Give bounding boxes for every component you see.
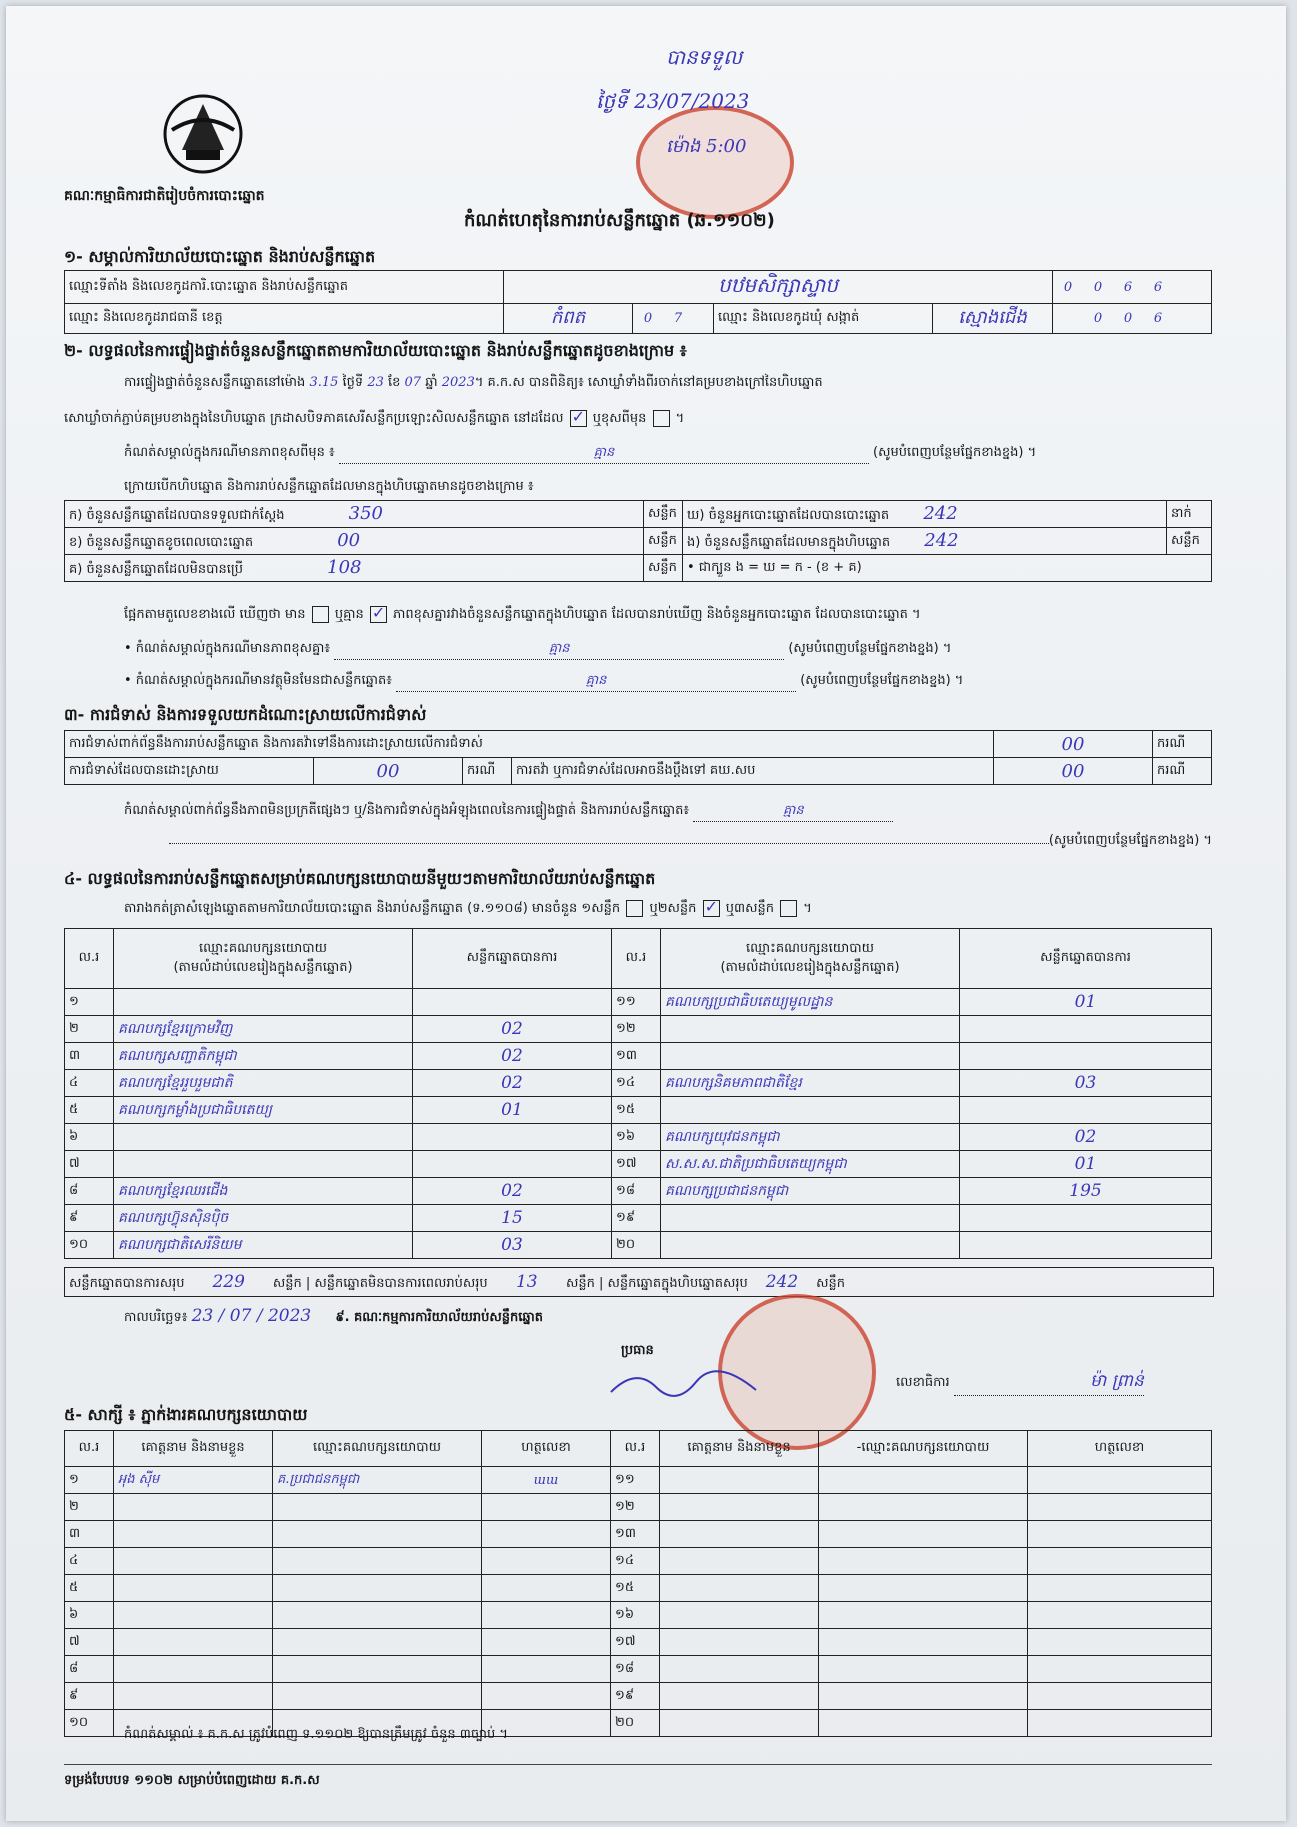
commune-code: 0 0 6 [1053,304,1212,334]
votes-table: ល.រ ឈ្មោះគណបក្សនយោបាយ (តាមលំដាប់លេខរៀងក្នុងសន្លឹកឆ្នោត) សន្លឹកឆ្នោតបានការ ល.រ ឈ្មោះគណបក្សនយោបាយ (តាមលំដាប់លេខរៀងក្នុងសន្លឹកឆ្នោត) សន្លឹកឆ្នោតបានការ ១ ១១ គណបក្សប្រជាធិបតេយ្យមូលដ្ឋាន 01 ២ គណបក្សខ្មែរក្រោមវិញ 02 ១២ ៣ គណបក្សសញ្ជាតិកម្ពុជា 02 ១៣ ៤ គណបក្សខ្មែររួបរួមជាតិ 02 ១៤ គណបក្សនិគមភាពជាតិខ្មែរ 03 ៥ គណបក្សកម្លាំងប្រជាធិបតេយ្យ 01 ១៥ ៦ ១៦ គណបក្សយុវជនកម្ពុជា 02 ៧ ១៧ ស.ស.ស.ជាតិប្រជាធិបតេយ្យកម្ពុជា 01 ៨ គណបក្សខ្មែរឈរជើង 02 ១៨ គណបក្សប្រជាជនកម្ពុជា 195 ៩ គណបក្សហ៊្វុនស៊ិនប៉ិច 15 ១៩ ១០ គណបក្សជាតិសេរីនិយម 03 ២០ [64,928,1212,1259]
chair-label: ប្រធាន [621,1343,654,1358]
witness-number: ៧ [65,1629,114,1656]
one-sheet-checkbox[interactable] [626,900,643,917]
party-name [114,1151,413,1178]
party-number: ១ [65,989,114,1016]
form-page [6,6,1286,1821]
verify-line-2: សោឃ្លាំចាក់ភ្ជាប់គម្របខាងក្នុងនៃហិបឆ្នោត ក្រដាសបិទភាគសេរីសន្លឹកប្រឡោះសិលសន្លឹកឆ្នោត នៅដដែល ✓ ឬខុសពីមុន ។ [64,410,684,429]
vote-row [65,1178,1212,1205]
witness-party [819,1683,1028,1710]
party-number: ៤ [65,1070,114,1097]
witness-number: ១៨ [611,1656,660,1683]
witness-name [114,1521,273,1548]
party-votes [960,1097,1212,1124]
section2-title: ២- លទ្ធផលនៃការផ្ទៀងផ្ទាត់ចំនួនសន្លឹកឆ្នោតតាមការិយាល័យបោះឆ្នោត និងរាប់សន្លឹកឆ្នោតដូចខាងក្រោម ៖ [64,341,687,360]
witness-name [660,1710,819,1737]
party-votes [413,989,612,1016]
party-number: ១៤ [612,1070,661,1097]
verify-line-1: ការផ្ទៀងផ្ទាត់ចំនួនសន្លឹកឆ្នោតនៅម៉ោង 3.15 ថ្ងៃទី 23 ខែ 07 ឆ្នាំ 2023។ គ.ក.ស បានពិនិត្យ៖ សោឃ្លាំទាំងពីរចាក់នៅគម្របខាងក្រៅនៃហិបឆ្នោត [124,375,823,390]
witness-party [273,1494,482,1521]
witness-number: ១៣ [611,1521,660,1548]
form-title: កំណត់ហេតុនៃការរាប់សន្លឹកឆ្នោត (ឆ.១១០២) [464,210,775,231]
section1-title: ១- សម្គាល់ការិយាល័យបោះឆ្នោត និងរាប់សន្លឹកឆ្នោត [64,247,376,266]
witness-number: ១២ [611,1494,660,1521]
witness-row [65,1548,1212,1575]
station-code: 0 0 6 6 [1053,271,1212,304]
vote-row [65,1205,1212,1232]
party-name [661,1205,960,1232]
section4-intro: តារាងកត់ត្រាសំឡេងឆ្នោតតាមការិយាល័យបោះឆ្នោត និងរាប់សន្លឹកឆ្នោត (ទ.១១០៨) មានចំនួន ១សន្លឹក ឬ២សន្លឹក ✓ ឬ៣សន្លឹក ។ [124,900,812,919]
no-difference-checkbox[interactable] [370,606,387,623]
party-name [114,1124,413,1151]
has-difference-checkbox[interactable] [312,606,329,623]
party-votes: 01 [960,989,1212,1016]
witness-number: ៤ [65,1548,114,1575]
party-number: ១៨ [612,1178,661,1205]
witness-party [273,1656,482,1683]
formula: • ជាក្បួន ង = ឃ = ក - (ខ + គ) [683,555,1212,582]
nec-emblem-logo [162,90,244,180]
witness-signature [1028,1683,1212,1710]
note1: កំណត់សម្គាល់ក្នុងករណីមានភាពខុសពីមុន ៖ គ្មាន (សូមបំពេញបន្ថែមផ្នែកខាងខ្នង) ។ [124,444,1224,464]
witness-party [819,1521,1028,1548]
party-votes: 15 [413,1205,612,1232]
witness-party [273,1521,482,1548]
station-label: ឈ្មោះទីតាំង និងលេខកូដការិ.បោះឆ្នោត និងរាប់សន្លឹកឆ្នោត [65,271,504,304]
received-stamp [636,106,794,219]
witness-party [273,1683,482,1710]
witness-name [114,1602,273,1629]
total-invalid: 13 [515,1272,538,1292]
section3-hint: (សូមបំពេញបន្ថែមផ្នែកខាងខ្នង) ។ [64,832,1212,851]
vote-row [65,1097,1212,1124]
result-intro: ក្រោយបើកហិបឆ្នោត និងការរាប់សន្លឹកឆ្នោតដែលមានក្នុងហិបឆ្នោតមានដូចខាងក្រោម ៖ [124,479,534,494]
province-label: ឈ្មោះ និងលេខកូដរាជធានី ខេត្ត [65,304,504,334]
party-number: ១១ [612,989,661,1016]
objections-count: 00 [994,731,1153,758]
note3: • កំណត់សម្គាល់ក្នុងករណីមានវត្ថុមិនមែនជាសន្លឹកឆ្នោត៖ គ្មាន (សូមបំពេញបន្ថែមផ្នែកខាងខ្នង) ។ [124,672,1224,692]
witness-number: ១០ [65,1710,114,1737]
party-number: ១៩ [612,1205,661,1232]
province-name: កំពត [504,304,633,334]
witness-name [114,1656,273,1683]
witness-party [819,1467,1028,1494]
count-ng: ង) ចំនួនសន្លឹកឆ្នោតដែលមានក្នុងហិបឆ្នោត 242 [683,528,1167,555]
party-number: ២ [65,1016,114,1043]
party-name: គណបក្សប្រជាជនកម្ពុជា [661,1178,960,1205]
vote-row [65,1232,1212,1259]
witness-name [114,1548,273,1575]
secretary-line: លេខាធិការ ម៉ា ព្រាន់ [896,1370,1144,1396]
party-number: ១២ [612,1016,661,1043]
witness-number: ១៥ [611,1575,660,1602]
party-number: ២០ [612,1232,661,1259]
section5-title: ៥- សាក្សី ៖ ភ្នាក់ងារគណបក្សនយោបាយ [64,1405,308,1424]
section3-table: ការជំទាស់ពាក់ព័ន្ធនឹងការរាប់សន្លឹកឆ្នោត និងការតវ៉ាទៅនឹងការដោះស្រាយលើការជំទាស់ 00 ករណី ការជំទាស់ដែលបានដោះស្រាយ 00 ករណី ការតវ៉ា ឬការជំទាស់ដែលអាចនឹងប្តឹងទៅ គឃ.សប 00 ករណី [64,730,1212,785]
witness-number: ៦ [65,1602,114,1629]
count-kh: ខ) ចំនួនសន្លឹកឆ្នោតខូចពេលបោះឆ្នោត 00 [65,528,644,555]
nec-name: គណៈកម្មាធិការជាតិរៀបចំការបោះឆ្នោត [64,188,265,204]
witness-party [273,1629,482,1656]
party-name [661,1097,960,1124]
party-number: ១៧ [612,1151,661,1178]
witness-row [65,1494,1212,1521]
vote-row [65,1043,1212,1070]
witness-number: ៣ [65,1521,114,1548]
party-name: គណបក្សខ្មែរឈរជើង [114,1178,413,1205]
section1-table [64,270,1212,334]
witness-row [65,1602,1212,1629]
party-number: ៦ [65,1124,114,1151]
party-name: គណបក្សជាតិសេរីនិយម [114,1232,413,1259]
chair-signature [606,1362,766,1402]
section4-title: ៤- លទ្ធផលនៃការរាប់សន្លឹកឆ្នោតសម្រាប់គណបក្សនយោបាយនីមួយៗតាមការិយាល័យរាប់សន្លឹកឆ្នោត [64,869,656,888]
received-date: ថ្ងៃទី 23/07/2023 [596,89,750,113]
party-votes: 02 [413,1178,612,1205]
party-votes [413,1151,612,1178]
witness-name [660,1575,819,1602]
compare-line: ផ្អែកតាមតួលេខខាងលើ ឃើញថា មាន ឬគ្មាន ✓ ភាពខុសគ្នារវាងចំនួនសន្លឹកឆ្នោតក្នុងហិបឆ្នោត ដែលបានរាប់ឃើញ និងចំនួនអ្នកបោះឆ្នោត ដែលបានបោះឆ្នោត ។ [124,606,921,625]
count-k: ក) ចំនួនសន្លឹកឆ្នោតដែលបានទទួលជាក់ស្តែង 350 [65,501,644,528]
witness-row [65,1467,1212,1494]
vote-row [65,1151,1212,1178]
party-votes: 03 [960,1070,1212,1097]
witness-party [819,1710,1028,1737]
date-committee-line: កាលបរិច្ឆេទ៖ 23 / 07 / 2023 ៩. គណៈកម្មការការិយាល័យរាប់សន្លឹកឆ្នោត [124,1306,544,1326]
section5-note: កំណត់សម្គាល់ ៖ គ.ក.ស ត្រូវបំពេញ ទ.១១០២ ឱ្យបានត្រឹមត្រូវ ចំនួន ៣ច្បាប់ ។ [124,1727,508,1742]
witness-signature [1028,1629,1212,1656]
party-number: ១៦ [612,1124,661,1151]
witness-name [660,1656,819,1683]
party-number: ១០ [65,1232,114,1259]
witness-number: ២ [65,1494,114,1521]
witness-number: ១៤ [611,1548,660,1575]
party-votes: 01 [413,1097,612,1124]
witness-row [65,1575,1212,1602]
party-name: គណបក្សប្រជាធិបតេយ្យមូលដ្ឋាន [661,989,960,1016]
vote-row [65,1124,1212,1151]
witness-row [65,1521,1212,1548]
witness-signature [1028,1575,1212,1602]
three-sheet-checkbox[interactable] [780,900,797,917]
witness-party [273,1548,482,1575]
witness-number: ៩ [65,1683,114,1710]
witness-signature [1028,1710,1212,1737]
party-number: ៣ [65,1043,114,1070]
party-votes: 01 [960,1151,1212,1178]
witness-name: អុង ស៊ីម [114,1467,273,1494]
witness-party [819,1656,1028,1683]
party-votes [960,1232,1212,1259]
witness-party [273,1575,482,1602]
party-votes: 02 [413,1016,612,1043]
witness-party [273,1602,482,1629]
party-number: ១៥ [612,1097,661,1124]
party-number: ៩ [65,1205,114,1232]
party-votes: 195 [960,1178,1212,1205]
station-name: បឋមសិក្សាស្ទាប [504,271,1053,304]
party-number: ៨ [65,1178,114,1205]
party-name [661,1043,960,1070]
party-votes: 02 [960,1124,1212,1151]
different-checkbox[interactable] [653,410,670,427]
witness-table: ល.រ គោត្តនាម និងនាមខ្លួន ឈ្មោះគណបក្សនយោបាយ ហត្ថលេខា ល.រ គោត្តនាម និងនាមខ្លួន -ឈ្មោះគណបក្សនយោបាយ ហត្ថលេខា ១ អុង ស៊ីម គ.ប្រជាជនកម្ពុជា ɯɯ ១១ ២ ១២ ៣ ១៣ ៤ ១៤ ៥ ១៥ ៦ ១៦ ៧ ១៧ ៨ ១៨ ៩ ១៩ ១០ ២០ [64,1430,1212,1737]
totals-row: សន្លឹកឆ្នោតបានការសរុប 229 សន្លឹក | សន្លឹកឆ្នោតមិនបានការពេលរាប់សរុប 13 សន្លឹក | សន្លឹកឆ្នោតក្នុងហិបឆ្នោតសរុប 242 សន្លឹក [64,1267,1214,1297]
section3-title: ៣- ការជំទាស់ និងការទទួលយកដំណោះស្រាយលើការជំទាស់ [64,705,427,724]
witness-number: ១៧ [611,1629,660,1656]
witness-signature [482,1548,611,1575]
witness-party [819,1575,1028,1602]
witness-name [114,1683,273,1710]
witness-name [660,1683,819,1710]
form-footer: ទម្រង់បែបបទ ១១០២ សម្រាប់បំពេញដោយ គ.ក.ស [64,1773,320,1788]
party-votes [960,1016,1212,1043]
vote-row [65,1016,1212,1043]
party-votes: 02 [413,1070,612,1097]
total-valid: 229 [212,1272,245,1292]
party-votes [413,1124,612,1151]
witness-signature [1028,1548,1212,1575]
received-stamp-text: បានទទួល [666,45,743,69]
party-votes [960,1205,1212,1232]
witness-number: ៥ [65,1575,114,1602]
witness-party [819,1548,1028,1575]
witness-signature [482,1494,611,1521]
party-name: គណបក្សសញ្ជាតិកម្ពុជា [114,1043,413,1070]
witness-signature [1028,1521,1212,1548]
witness-signature [482,1683,611,1710]
witness-signature [1028,1656,1212,1683]
party-name: គណបក្សយុវជនកម្ពុជា [661,1124,960,1151]
count-ko: គ) ចំនួនសន្លឹកឆ្នោតដែលមិនបានប្រើ 108 [65,555,644,582]
witness-name [660,1629,819,1656]
witness-party [819,1602,1028,1629]
total-in-box: 242 [765,1272,799,1292]
witness-signature [482,1629,611,1656]
party-name: គណបក្សខ្មែររួបរួមជាតិ [114,1070,413,1097]
witness-name [114,1575,273,1602]
witness-name [660,1521,819,1548]
appeal-count: 00 [994,758,1153,785]
witness-row [65,1656,1212,1683]
witness-number: ១៦ [611,1602,660,1629]
party-name: គណបក្សកម្លាំងប្រជាធិបតេយ្យ [114,1097,413,1124]
party-number: ៥ [65,1097,114,1124]
witness-signature [1028,1467,1212,1494]
witness-signature [482,1575,611,1602]
party-votes: 03 [413,1232,612,1259]
party-name [661,1016,960,1043]
party-name: ស.ស.ស.ជាតិប្រជាធិបតេយ្យកម្ពុជា [661,1151,960,1178]
witness-row [65,1683,1212,1710]
count-gh: ឃ) ចំនួនអ្នកបោះឆ្នោតដែលបានបោះឆ្នោត 242 [683,501,1167,528]
witness-name [660,1548,819,1575]
resolved-count: 00 [314,758,463,785]
party-votes [960,1043,1212,1070]
same-checkbox[interactable] [570,410,587,427]
witness-number: ២០ [611,1710,660,1737]
party-name: គណបក្សខ្មែរក្រោមវិញ [114,1016,413,1043]
section3-note: កំណត់សម្គាល់ពាក់ព័ន្ធនឹងភាពមិនប្រក្រតីផ្សេងៗ ឬ/និងការជំទាស់ក្នុងអំឡុងពេលនៃការផ្ទៀងផ្ទាត់ និងការរាប់សន្លឹកឆ្នោត៖ គ្មាន [124,802,893,822]
witness-signature [482,1602,611,1629]
witness-party [819,1629,1028,1656]
section2-counts-table: ក) ចំនួនសន្លឹកឆ្នោតដែលបានទទួលជាក់ស្តែង 350 សន្លឹក ឃ) ចំនួនអ្នកបោះឆ្នោតដែលបានបោះឆ្នោត 242 នាក់ ខ) ចំនួនសន្លឹកឆ្នោតខូចពេលបោះឆ្នោត 00 សន្លឹក ង) ចំនួនសន្លឹកឆ្នោតដែលមានក្នុងហិបឆ្នោត 242 សន្លឹក គ) ចំនួនសន្លឹកឆ្នោតដែលមិនបានប្រើ 108 សន្លឹក • ជាក្បួន ង = ឃ = ក - (ខ + គ) [64,500,1212,582]
witness-name [660,1467,819,1494]
party-name [114,989,413,1016]
vote-row [65,989,1212,1016]
received-time: ម៉ោង 5:00 [666,136,747,157]
commune-name: ស្មោងជើង [933,304,1053,334]
party-name: គណបក្សហ៊្វុនស៊ិនប៉ិច [114,1205,413,1232]
witness-signature [1028,1602,1212,1629]
commune-label: ឈ្មោះ និងលេខកូដឃុំ សង្កាត់ [714,304,933,334]
witness-number: ៨ [65,1656,114,1683]
party-votes: 02 [413,1043,612,1070]
witness-name [660,1602,819,1629]
party-number: ៧ [65,1151,114,1178]
date-value: 23 / 07 / 2023 [191,1306,312,1326]
party-name [661,1232,960,1259]
vote-row [65,1070,1212,1097]
witness-name [114,1629,273,1656]
witness-name [114,1494,273,1521]
two-sheet-checkbox[interactable] [703,900,720,917]
footer-rule [64,1764,1212,1765]
witness-signature [482,1521,611,1548]
witness-signature: ɯɯ [482,1467,611,1494]
party-name: គណបក្សនិគមភាពជាតិខ្មែរ [661,1070,960,1097]
witness-signature [1028,1494,1212,1521]
province-code: 0 7 [633,304,714,334]
witness-number: ១១ [611,1467,660,1494]
witness-row [65,1629,1212,1656]
witness-signature [482,1656,611,1683]
note2: • កំណត់សម្គាល់ក្នុងករណីមានភាពខុសគ្នា៖ គ្មាន (សូមបំពេញបន្ថែមផ្នែកខាងខ្នង) ។ [124,640,1224,660]
party-number: ១៣ [612,1043,661,1070]
witness-number: ១៩ [611,1683,660,1710]
witness-party [819,1494,1028,1521]
witness-party: គ.ប្រជាជនកម្ពុជា [273,1467,482,1494]
witness-name [660,1494,819,1521]
witness-number: ១ [65,1467,114,1494]
